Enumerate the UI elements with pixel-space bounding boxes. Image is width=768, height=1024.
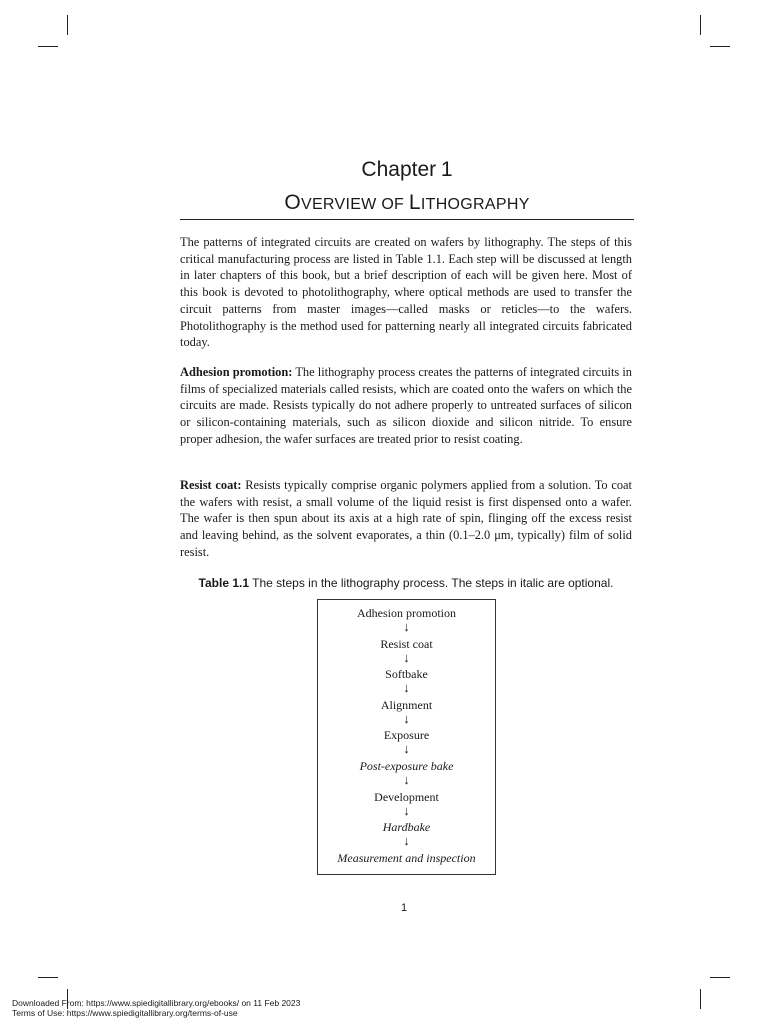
paragraph-text: Resists typically comprise organic polymers applied from a solution. To coat the wafers with resist, a small volume of the liquid resist is first dispensed onto a wafer. The wafer is then spun about its axis at a high rate of spin, flinging off the excess resist and leaving behind, as the solvent evaporates, a thin (0.1–2.0 μm, typically) film of solid resist. <box>180 478 632 559</box>
down-arrow-icon: ↓ <box>403 741 410 757</box>
process-step: Hardbake <box>382 820 431 835</box>
title-cap: L <box>408 191 421 214</box>
crop-mark <box>700 989 701 1009</box>
crop-mark <box>710 977 730 978</box>
down-arrow-icon: ↓ <box>403 802 410 818</box>
download-footer <box>12 999 300 1018</box>
paragraph-text: The lithography process creates the patterns of integrated circuits in films of specialized materials called resists, which are coated onto the wafers on which the circuits are made. Resists typically do not adhere properly to untreated surfaces of silicon or silicon-containing materials, such as silicon dioxide and silicon nitride. To ensure proper adhesion, the wafer surfaces are treated prior to resist coating. <box>180 365 632 446</box>
process-step: Resist coat <box>380 636 433 651</box>
footer-terms-line: Terms of Use: https://www.spiedigitallibrary.org/terms-of-use <box>12 1007 238 1018</box>
down-arrow-icon: ↓ <box>403 772 410 787</box>
resist-coat-paragraph <box>180 477 632 561</box>
process-step: Development <box>374 789 439 804</box>
process-flow-table <box>317 599 496 875</box>
process-step: Alignment <box>380 697 433 712</box>
down-arrow-icon: ↓ <box>403 619 410 634</box>
page-number: 1 <box>400 902 408 914</box>
chapter-word: Chapter <box>361 158 437 181</box>
crop-mark <box>710 46 730 47</box>
title-rule <box>180 219 634 220</box>
process-step: Post-exposure bake <box>359 759 454 773</box>
process-step: Exposure <box>383 728 430 743</box>
paragraph-text: The patterns of integrated circuits are created on wafers by lithography. The steps of this critical manufacturing process are listed in Table 1.1. Each step will be discussed at length in later chapters of this book, but a brief description of each will be given here. Most of this book is devoted to photolithography, where optical methods are used to transfer the circuit patterns from master images—called masks or reticles—to the wafers. Photolithography is the method used for patterning nearly all integrated circuits fabricated today. <box>180 235 632 350</box>
crop-mark <box>38 46 58 47</box>
down-arrow-icon: ↓ <box>403 710 410 726</box>
crop-mark <box>700 15 701 35</box>
process-step: Adhesion promotion <box>357 606 456 620</box>
table-label: Table 1.1 <box>198 576 250 590</box>
table-caption-text: The steps in the lithography process. The steps in italic are optional. <box>252 576 614 590</box>
down-arrow-icon: ↓ <box>403 649 410 665</box>
title-rest: VERVIEW OF <box>300 196 409 213</box>
down-arrow-icon: ↓ <box>403 680 410 696</box>
title-cap: O <box>284 191 301 214</box>
process-step: Measurement and inspection <box>337 850 476 865</box>
footer-download-line: Downloaded From: https://www.spiedigitallibrary.org/ebooks/ on 11 Feb 2023 <box>12 998 301 1008</box>
process-step: Softbake <box>385 667 428 682</box>
adhesion-paragraph <box>180 364 632 448</box>
chapter-heading <box>180 158 634 219</box>
paragraph-heading: Adhesion promotion: <box>180 365 293 379</box>
chapter-title <box>180 189 634 219</box>
paragraph-heading: Resist coat: <box>180 478 242 492</box>
crop-mark <box>38 977 58 978</box>
down-arrow-icon: ↓ <box>403 833 410 849</box>
title-rest: ITHOGRAPHY <box>420 196 530 213</box>
table-caption <box>180 575 632 591</box>
chapter-number: 1 <box>440 158 453 181</box>
intro-paragraph <box>180 234 632 351</box>
crop-mark <box>67 15 68 35</box>
chapter-label <box>180 158 634 183</box>
